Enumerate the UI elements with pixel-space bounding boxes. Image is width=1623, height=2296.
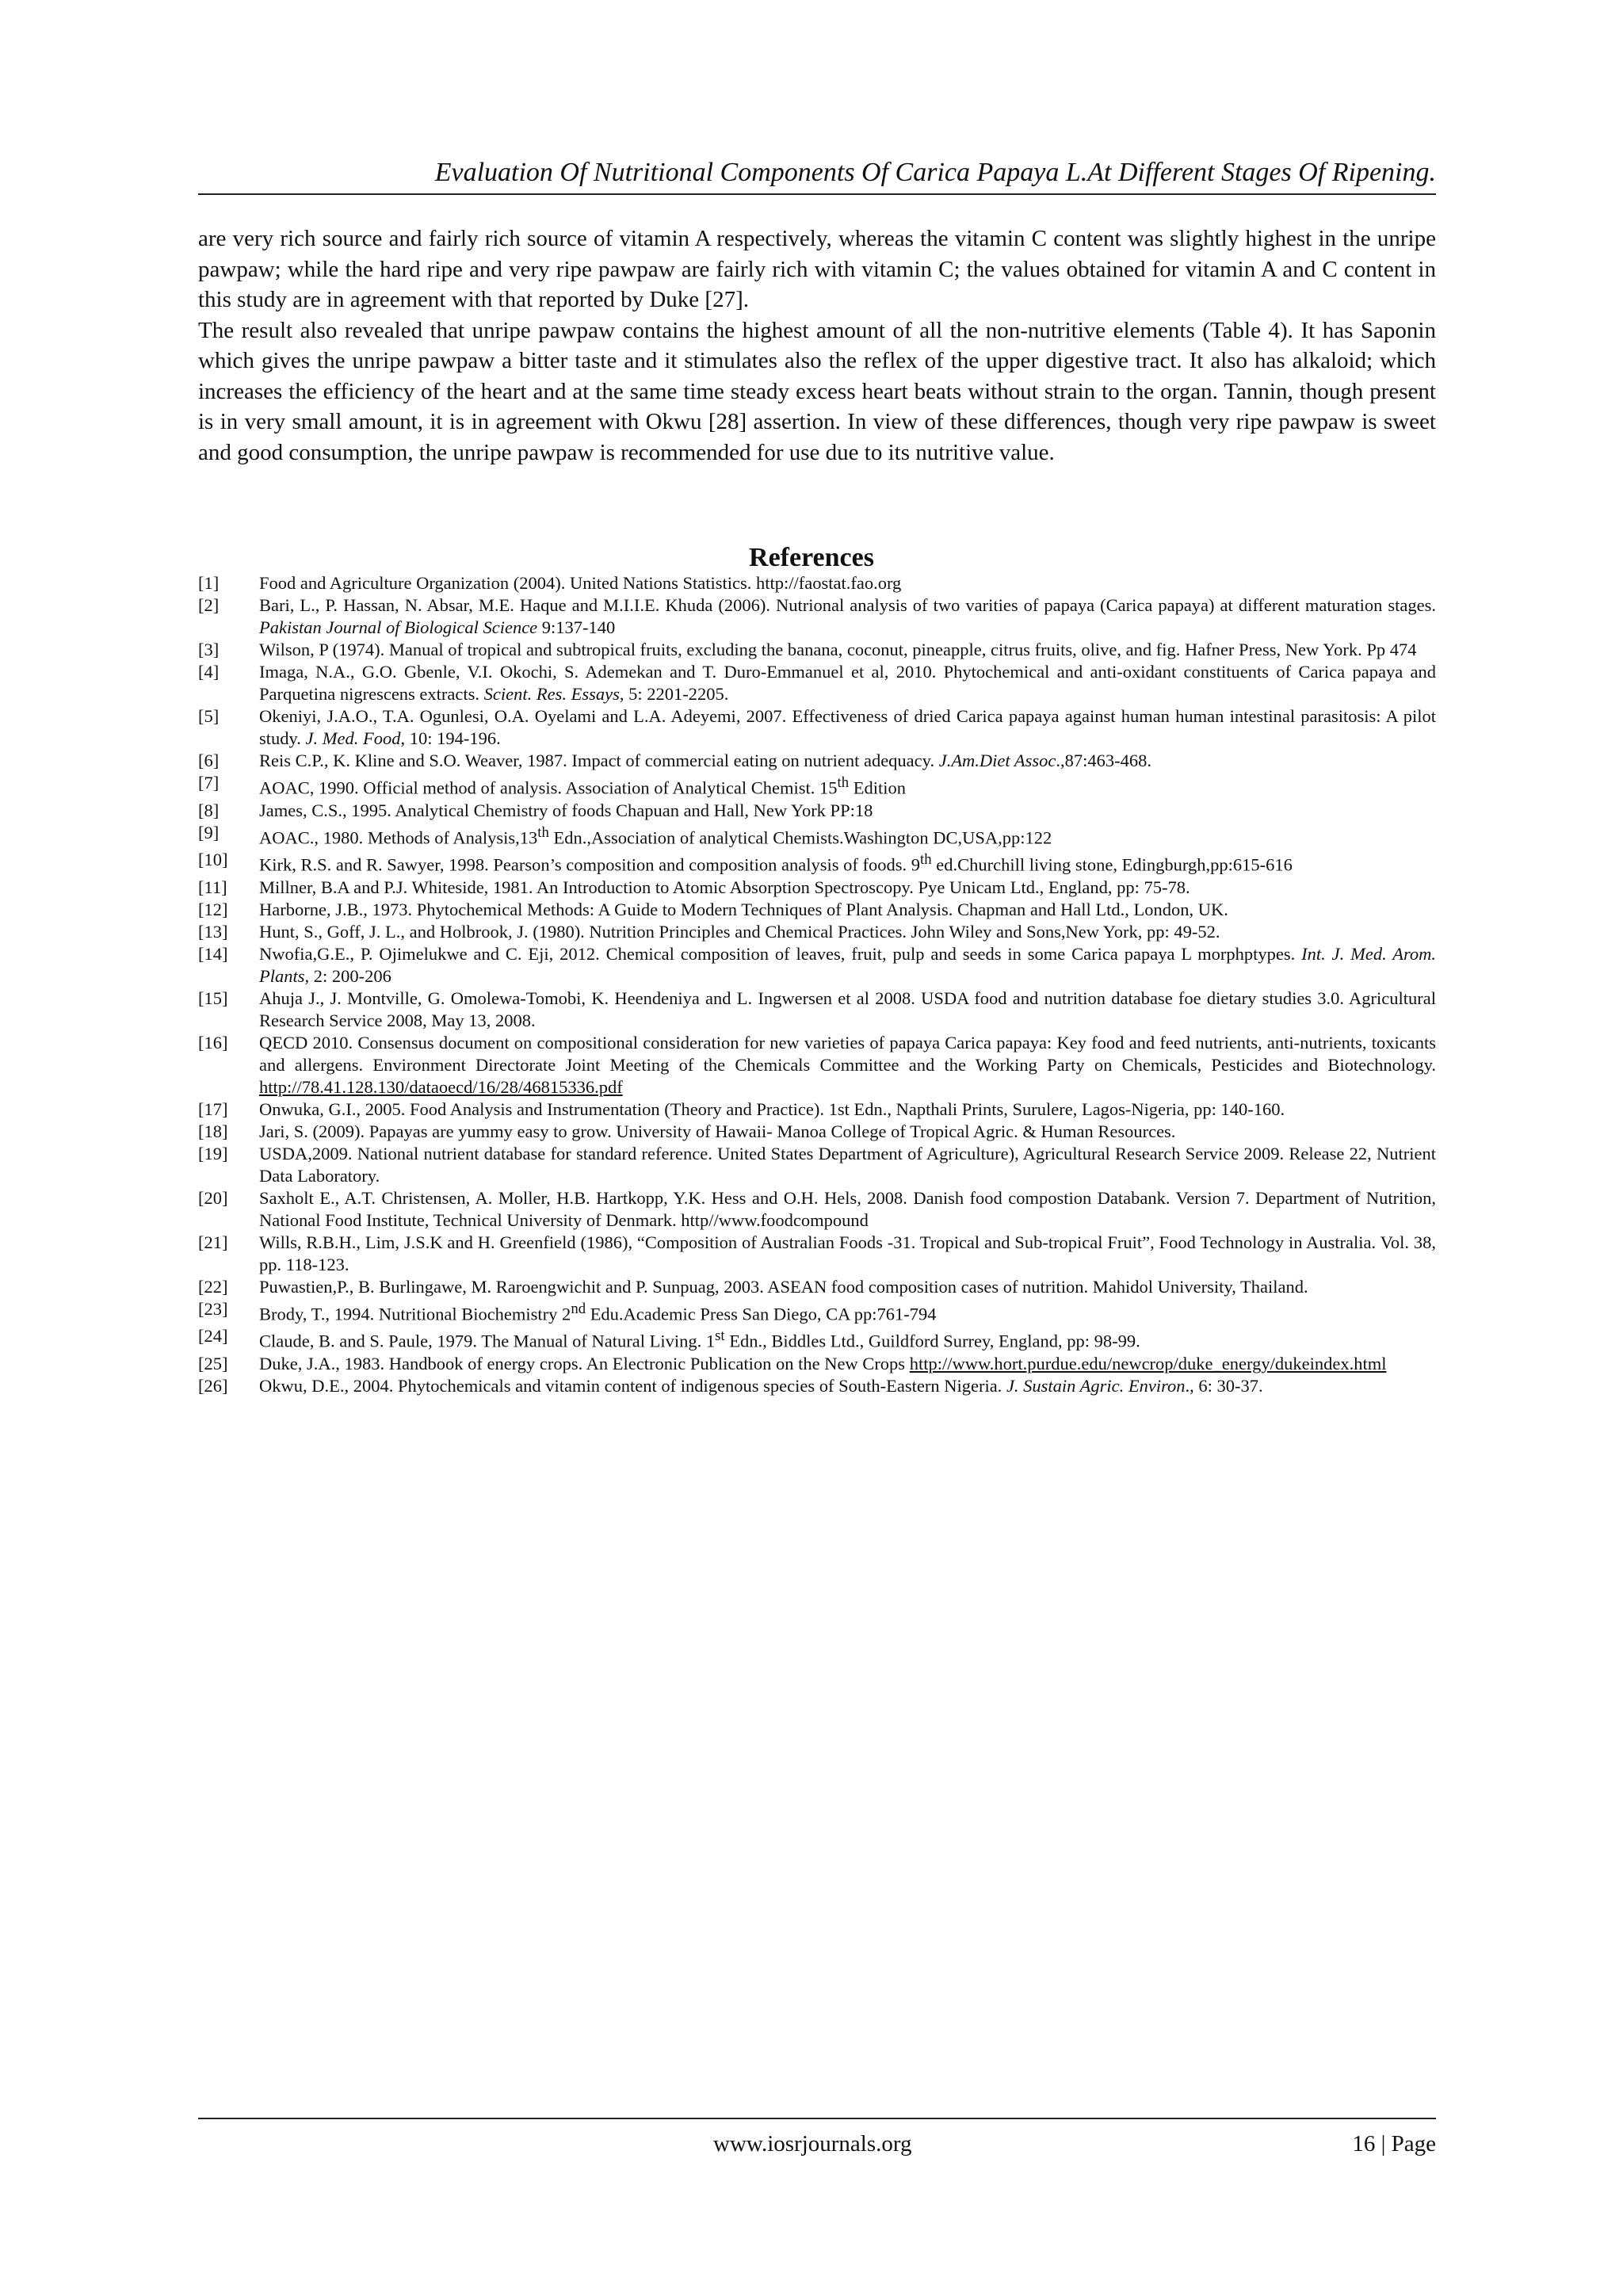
references-heading: References	[749, 543, 874, 572]
reference-number: [12]	[198, 899, 228, 919]
reference-text	[259, 572, 1436, 594]
reference-text-segment: Puwastien,P., B. Burlingawe, M. Raroengwichit and P. Sunpuag, 2003. ASEAN food composition cases of nutrition. Mahidol University, Thailand.	[259, 1276, 1308, 1297]
reference-text-segment: Edition	[849, 777, 906, 798]
reference-text	[259, 943, 1436, 988]
reference-item	[198, 1325, 1436, 1353]
reference-number: [8]	[198, 800, 220, 820]
reference-number: [10]	[198, 850, 228, 869]
reference-item	[198, 661, 1436, 705]
reference-text-segment: Onwuka, G.I., 2005. Food Analysis and Instrumentation (Theory and Practice). 1st Edn., Napthali Prints, Surulere, Lagos-Nigeria, pp: 140-160.	[259, 1098, 1285, 1119]
reference-number: [17]	[198, 1098, 228, 1119]
reference-item	[198, 1298, 1436, 1326]
reference-text-segment: Claude, B. and S. Paule, 1979. The Manual of Natural Living. 1	[259, 1331, 716, 1351]
reference-item	[198, 1143, 1436, 1187]
reference-item	[198, 988, 1436, 1032]
reference-number: [13]	[198, 921, 228, 942]
reference-item	[198, 877, 1436, 899]
reference-text-segment: Food and Agriculture Organization (2004). United Nations Statistics. http://faostat.fao.org	[259, 573, 902, 593]
reference-text	[259, 899, 1436, 921]
reference-text	[259, 1325, 1436, 1353]
reference-number: [23]	[198, 1298, 228, 1319]
reference-text-segment: Duke, J.A., 1983. Handbook of energy crops. An Electronic Publication on the New Crops	[259, 1353, 910, 1373]
reference-text-segment: James, C.S., 1995. Analytical Chemistry of foods Chapuan and Hall, New York PP:18	[259, 800, 873, 820]
superscript-text: th	[537, 823, 549, 841]
reference-item	[198, 1276, 1436, 1298]
journal-title: J. Med. Food	[305, 728, 401, 748]
reference-text-segment: Saxholt E., A.T. Christensen, A. Moller, H.B. Hartkopp, Y.K. Hess and O.H. Hels, 2008. Danish food compostion Databank. Version 7. Department of Nutrition, National Food Institute, Technical University of Denmark. http//www.foodcompound	[259, 1187, 1436, 1230]
reference-text-segment: .,87:463-468.	[1056, 751, 1152, 770]
superscript-text: nd	[571, 1300, 586, 1317]
reference-number: [7]	[198, 773, 220, 793]
reference-text	[259, 1276, 1436, 1298]
reference-item	[198, 639, 1436, 661]
reference-item	[198, 921, 1436, 943]
reference-link[interactable]: http://www.hort.purdue.edu/newcrop/duke_energy/dukeindex.html	[909, 1353, 1387, 1373]
reference-number: [19]	[198, 1143, 228, 1163]
reference-text	[259, 1121, 1436, 1143]
reference-text	[259, 1353, 1436, 1375]
reference-text	[259, 1143, 1436, 1187]
reference-item	[198, 1353, 1436, 1375]
reference-text-segment: Ahuja J., J. Montville, G. Omolewa-Tomobi, K. Heendeniya and L. Ingwersen et al 2008. USDA food and nutrition database foe dietary studies 3.0. Agricultural Research Service 2008, May 13, 2008.	[259, 988, 1436, 1030]
reference-text	[259, 1375, 1436, 1397]
journal-title: Scient. Res. Essays	[483, 684, 620, 704]
reference-number: [24]	[198, 1326, 228, 1346]
reference-text-segment: 9:137-140	[537, 617, 616, 637]
reference-text-segment: Nwofia,G.E., P. Ojimelukwe and C. Eji, 2012. Chemical composition of leaves, fruit, pulp and seeds in some Carica papaya L morphptypes.	[259, 943, 1302, 964]
reference-item	[198, 1375, 1436, 1397]
reference-text-segment: Hunt, S., Goff, J. L., and Holbrook, J. (1980). Nutrition Principles and Chemical Practices. John Wiley and Sons,New York, pp: 49-52.	[259, 921, 1220, 942]
reference-number: [11]	[198, 877, 227, 897]
journal-title: Pakistan Journal of Biological Science	[259, 617, 538, 637]
reference-text	[259, 772, 1436, 800]
reference-text	[259, 849, 1436, 877]
reference-text	[259, 705, 1436, 750]
reference-number: [21]	[198, 1232, 228, 1252]
header-divider	[198, 193, 1436, 195]
reference-text	[259, 1232, 1436, 1276]
journal-title: J.Am.Diet Assoc	[938, 751, 1056, 770]
reference-text	[259, 594, 1436, 639]
reference-number: [2]	[198, 595, 220, 615]
reference-number: [20]	[198, 1187, 228, 1208]
reference-text-segment: ., 6: 30-37.	[1185, 1375, 1263, 1396]
journal-title: J. Sustain Agric. Environ	[1006, 1375, 1186, 1396]
reference-text-segment: Millner, B.A and P.J. Whiteside, 1981. An Introduction to Atomic Absorption Spectroscopy. Pye Unicam Ltd., England, pp: 75-78.	[259, 877, 1190, 897]
reference-text-segment: Okeniyi, J.A.O., T.A. Ogunlesi, O.A. Oyelami and L.A. Adeyemi, 2007. Effectiveness of dried Carica papaya against human human intestinal parasitosis: A pilot study.	[259, 706, 1436, 748]
reference-text-segment: , 5: 2201-2205.	[619, 684, 729, 704]
reference-number: [22]	[198, 1276, 228, 1297]
reference-item	[198, 899, 1436, 921]
reference-item	[198, 1032, 1436, 1098]
reference-item	[198, 849, 1436, 877]
reference-text-segment: Harborne, J.B., 1973. Phytochemical Methods: A Guide to Modern Techniques of Plant Analysis. Chapman and Hall Ltd., London, UK.	[259, 899, 1228, 919]
reference-text-segment: Reis C.P., K. Kline and S.O. Weaver, 1987. Impact of commercial eating on nutrient adequacy.	[259, 751, 939, 770]
reference-text	[259, 661, 1436, 705]
body-paragraph: The result also revealed that unripe pawpaw contains the highest amount of all the non-nutritive elements (Table 4). It has Saponin which gives the unripe pawpaw a bitter taste and it stimulates also the reflex of the upper digestive tract. It also has alkaloid; which increases the efficiency of the heart and at the same time steady excess heart beats without strain to the organ. Tannin, though present is in very small amount, it is in agreement with Okwu [28] assertion. In view of these differences, though very ripe pawpaw is sweet and good consumption, the unripe pawpaw is recommended for use due to its nutritive value.	[198, 317, 1436, 465]
reference-text	[259, 1032, 1436, 1098]
reference-number: [5]	[198, 706, 220, 726]
reference-item	[198, 1098, 1436, 1121]
reference-item	[198, 943, 1436, 988]
reference-text-segment: Kirk, R.S. and R. Sawyer, 1998. Pearson’s composition and composition analysis of foods. 9	[259, 854, 921, 875]
reference-number: [18]	[198, 1121, 228, 1141]
reference-text-segment: AOAC., 1980. Methods of Analysis,13	[259, 827, 538, 847]
reference-text	[259, 639, 1436, 661]
reference-text	[259, 988, 1436, 1032]
reference-text	[259, 877, 1436, 899]
references-list	[198, 572, 1436, 1397]
reference-item	[198, 800, 1436, 822]
reference-text-segment: AOAC, 1990. Official method of analysis. Association of Analytical Chemist. 15	[259, 777, 838, 798]
reference-text-segment: Bari, L., P. Hassan, N. Absar, M.E. Haque and M.I.I.E. Khuda (2006). Nutrional analysis of two varities of papaya (Carica papaya) at different maturation stages.	[259, 595, 1436, 615]
body-paragraph: are very rich source and fairly rich source of vitamin A respectively, whereas the vitamin C content was slightly highest in the unripe pawpaw; while the hard ripe and very ripe pawpaw are fairly rich with vitamin C; the values obtained for vitamin A and C content in this study are in agreement with that reported by Duke [27].	[198, 226, 1436, 312]
superscript-text: th	[837, 774, 850, 791]
superscript-text: st	[715, 1328, 725, 1344]
reference-number: [9]	[198, 822, 220, 842]
reference-item	[198, 750, 1436, 772]
reference-text-segment: Brody, T., 1994. Nutritional Biochemistry 2	[259, 1304, 571, 1324]
reference-item	[198, 594, 1436, 639]
reference-text-segment: ed.Churchill living stone, Edingburgh,pp:615-616	[931, 854, 1293, 875]
reference-text-segment: Wilson, P (1974). Manual of tropical and subtropical fruits, excluding the banana, coconut, pineapple, citrus fruits, olive, and fig. Hafner Press, New York. Pp 474	[259, 640, 1417, 659]
superscript-text: th	[920, 851, 932, 868]
reference-number: [3]	[198, 640, 220, 659]
reference-text-segment: , 10: 194-196.	[400, 728, 501, 748]
footer-website: www.iosrjournals.org	[713, 2131, 912, 2157]
reference-text	[259, 1187, 1436, 1232]
reference-text	[259, 921, 1436, 943]
body-text	[198, 223, 1436, 468]
reference-item	[198, 772, 1436, 800]
reference-text	[259, 750, 1436, 772]
reference-text-segment: Okwu, D.E., 2004. Phytochemicals and vitamin content of indigenous species of South-Eastern Nigeria.	[259, 1375, 1006, 1396]
reference-text-segment: Imaga, N.A., G.O. Gbenle, V.I. Okochi, S. Ademekan and T. Duro-Emmanuel et al, 2010. Phytochemical and anti-oxidant constituents of Carica papaya and Parquetina nigrescens extracts.	[259, 662, 1436, 704]
reference-text-segment: Edn.,Association of analytical Chemists.Washington DC,USA,pp:122	[548, 827, 1052, 847]
reference-number: [1]	[198, 573, 220, 593]
running-header-title: Evaluation Of Nutritional Components Of Carica Papaya L.At Different Stages Of Ripening.	[434, 158, 1436, 187]
journal-title: Int. J. Med. Arom. Plants	[259, 943, 1436, 986]
reference-item	[198, 1121, 1436, 1143]
reference-number: [6]	[198, 751, 220, 770]
reference-text-segment: Wills, R.B.H., Lim, J.S.K and H. Greenfield (1986), “Composition of Australian Foods -31. Tropical and Sub-tropical Fruit”, Food Technology in Australia. Vol. 38, pp. 118-123.	[259, 1232, 1436, 1274]
reference-text-segment: , 2: 200-206	[304, 965, 391, 986]
reference-item	[198, 822, 1436, 850]
reference-item	[198, 705, 1436, 750]
reference-text	[259, 1098, 1436, 1121]
reference-text-segment: Jari, S. (2009). Papayas are yummy easy to grow. University of Hawaii- Manoa College of Tropical Agric. & Human Resources.	[259, 1121, 1176, 1141]
reference-text-segment: Edn., Biddles Ltd., Guildford Surrey, England, pp: 98-99.	[724, 1331, 1140, 1351]
footer-divider	[198, 2118, 1436, 2119]
reference-number: [14]	[198, 943, 228, 964]
reference-number: [4]	[198, 662, 220, 682]
reference-text-segment: Edu.Academic Press San Diego, CA pp:761-794	[586, 1304, 937, 1324]
reference-number: [16]	[198, 1032, 228, 1052]
reference-text	[259, 822, 1436, 850]
reference-number: [15]	[198, 988, 228, 1008]
reference-number: [25]	[198, 1353, 228, 1373]
reference-item	[198, 572, 1436, 594]
reference-text	[259, 1298, 1436, 1326]
reference-link[interactable]: http://78.41.128.130/dataoecd/16/28/46815336.pdf	[259, 1076, 623, 1097]
footer-page-number: 16 | Page	[1352, 2131, 1436, 2157]
reference-text-segment: USDA,2009. National nutrient database for standard reference. United States Department of Agriculture), Agricultural Research Service 2009. Release 22, Nutrient Data Laboratory.	[259, 1143, 1436, 1186]
reference-item	[198, 1187, 1436, 1232]
reference-number: [26]	[198, 1375, 228, 1396]
reference-text-segment: QECD 2010. Consensus document on compositional consideration for new varieties of papaya Carica papaya: Key food and feed nutrients, anti-nutrients, toxicants and allergens. Environment Directorate Joint Meeting of the Chemicals Committee and the Working Party on Chemicals, Pesticides and Biotechnology.	[259, 1032, 1436, 1075]
reference-text	[259, 800, 1436, 822]
reference-item	[198, 1232, 1436, 1276]
